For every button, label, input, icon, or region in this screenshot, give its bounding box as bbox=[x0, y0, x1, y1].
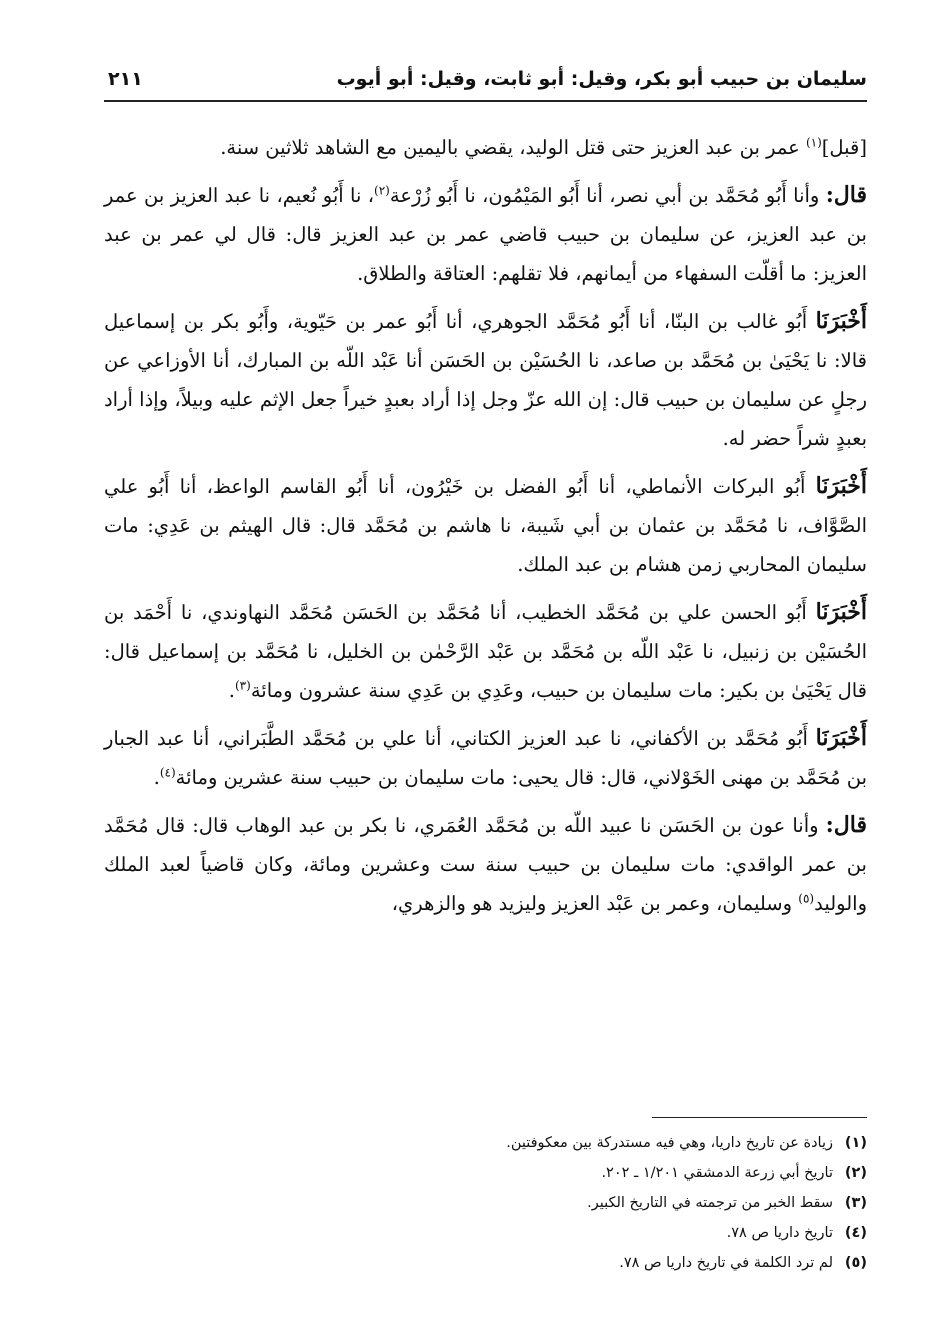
paragraph-text-continued: وسليمان، وعمر بن عَبْد العزيز وليزيد هو والزهري، bbox=[391, 892, 799, 915]
paragraph-text: وأنا أَبُو مُحَمَّد بن أبي نصر، أنا أَبُو المَيْمُون، نا أَبُو زُرْعة bbox=[389, 184, 826, 207]
main-text bbox=[104, 128, 867, 932]
footnote bbox=[104, 1248, 867, 1278]
paragraph bbox=[104, 806, 867, 923]
footnote-reference: (٣) bbox=[234, 678, 251, 693]
footnote-text: تاريخ داريا ص ٧٨. bbox=[726, 1225, 833, 1241]
running-header bbox=[104, 62, 867, 98]
footnote-number: (٤) bbox=[844, 1225, 867, 1241]
footnote bbox=[104, 1128, 867, 1158]
footnote-number: (٢) bbox=[844, 1165, 867, 1181]
paragraph-text: أَبُو البركات الأنماطي، أنا أَبُو الفضل بن خَيْرُون، أنا أَبُو القاسم الواعظ، أنا أَبُو علي الصَّوَّاف، نا مُحَمَّد بن عثمان بن أبي شَيبة، نا هاشم بن مُحَمَّد قال: قال الهيثم بن عَدِي: مات سليمان المحاربي زمن هشام بن عبد الملك. bbox=[104, 475, 867, 576]
paragraph-text: وأنا عون بن الحَسَن نا عبيد اللّه بن مُحَمَّد العُمَري، نا بكر بن عبد الوهاب قال: قال مُحَمَّد بن عمر الواقدي: مات سليمان بن حبيب سنة ست وعشرين ومائة، وكان قاضياً لعبد الملك والوليد bbox=[104, 814, 867, 915]
footnote-text: سقط الخبر من ترجمته في التاريخ الكبير. bbox=[587, 1195, 833, 1211]
paragraph bbox=[104, 593, 867, 710]
footnote-reference: (٢) bbox=[374, 183, 390, 198]
paragraph-text-continued: عمر بن عبد العزيز حتى قتل الوليد، يقضي باليمين مع الشاهد ثلاثين سنة. bbox=[220, 136, 806, 159]
footnote-number: (١) bbox=[844, 1135, 867, 1151]
header-divider bbox=[104, 100, 867, 102]
paragraph bbox=[104, 719, 867, 797]
paragraph bbox=[104, 467, 867, 584]
paragraph bbox=[104, 302, 867, 458]
footnote bbox=[104, 1218, 867, 1248]
paragraph-lead-word: أَخْبَرَنَا bbox=[815, 473, 867, 499]
footnote-reference: (٥) bbox=[798, 891, 815, 906]
paragraph bbox=[104, 176, 867, 293]
footnote bbox=[104, 1158, 867, 1188]
footnotes bbox=[104, 1128, 867, 1278]
footnote-number: (٥) bbox=[844, 1255, 867, 1271]
footnote-divider bbox=[652, 1117, 867, 1118]
footnote-reference: (١) bbox=[805, 135, 822, 150]
footnote-text: لم ترد الكلمة في تاريخ داريا ص ٧٨. bbox=[619, 1255, 833, 1271]
footnote-number: (٣) bbox=[844, 1195, 867, 1211]
paragraph-text-continued: ، نا أَبُو نُعيم، نا عبد العزيز بن عمر بن عبد العزيز، عن سليمان بن حبيب قاضي عمر بن عبد العزيز قال: قال لي عمر بن عبد العزيز: ما أقلّت السفهاء من أيمانهم، فلا تقلهم: العتاقة والطلاق. bbox=[104, 184, 867, 285]
paragraph-text-continued: . bbox=[153, 766, 160, 789]
paragraph-text: أَبُو مُحَمَّد بن الأكفاني، نا عبد العزيز الكتاني، أنا علي بن مُحَمَّد الطَّبَراني، أنا عبد الجبار بن مُحَمَّد بن مهنى الخَوْلاني، قال: قال يحيى: مات سليمان بن حبيب سنة عشرين ومائة bbox=[104, 727, 867, 789]
paragraph-text: أَبُو الحسن علي بن مُحَمَّد الخطيب، أنا مُحَمَّد بن الحَسَن مُحَمَّد النهاوندي، نا أَحْمَد بن الحُسَيْن بن زنبيل، نا عَبْد اللّه بن مُحَمَّد بن عَبْد الرَّحْمٰن بن الخليل، نا مُحَمَّد بن إسماعيل قال: قال يَحْيَىٰ بن بكير: مات سليمان بن حبيب، وعَدِي بن عَدِي سنة عشرون ومائة bbox=[104, 601, 867, 702]
paragraph-text: [قبل] bbox=[821, 136, 867, 159]
paragraph-lead-word: قال: bbox=[825, 812, 867, 838]
paragraph-lead-word: أَخْبَرَنَا bbox=[815, 308, 867, 334]
footnote bbox=[104, 1188, 867, 1218]
paragraph-lead-word: أَخْبَرَنَا bbox=[815, 725, 867, 751]
page-number: ٢١١ bbox=[108, 68, 143, 90]
paragraph-text-continued: . bbox=[228, 679, 235, 702]
footnote-text: زيادة عن تاريخ داريا، وهي فيه مستدركة بين معكوفتين. bbox=[506, 1135, 833, 1151]
running-title: سليمان بن حبيب أبو بكر، وقيل: أبو ثابت، وقيل: أبو أيوب bbox=[336, 68, 867, 90]
paragraph bbox=[104, 128, 867, 167]
paragraph-lead-word: أَخْبَرَنَا bbox=[815, 599, 867, 625]
paragraph-lead-word: قال: bbox=[825, 182, 868, 208]
footnote-reference: (٤) bbox=[159, 765, 176, 780]
footnote-text: تاريخ أبي زرعة الدمشقي ١/٢٠١ ـ ٢٠٢. bbox=[601, 1165, 833, 1181]
paragraph-text: أَبُو غالب بن البنّا، أنا أَبُو مُحَمَّد الجوهري، أنا أَبُو عمر بن حَيّوية، وأَبُو بكر بن إسماعيل قالا: نا يَحْيَىٰ بن مُحَمَّد بن صاعد، نا الحُسَيْن بن الحَسَن أنا عَبْد اللّه بن المبارك، أنا الأوزاعي عن رجلٍ عن سليمان بن حبيب قال: إن الله عزّ وجل إذا أراد بعبدٍ خيراً جعل الإثم عليه وبيلاً، وإذا أراد بعبدٍ شراً حضر له. bbox=[104, 310, 867, 450]
